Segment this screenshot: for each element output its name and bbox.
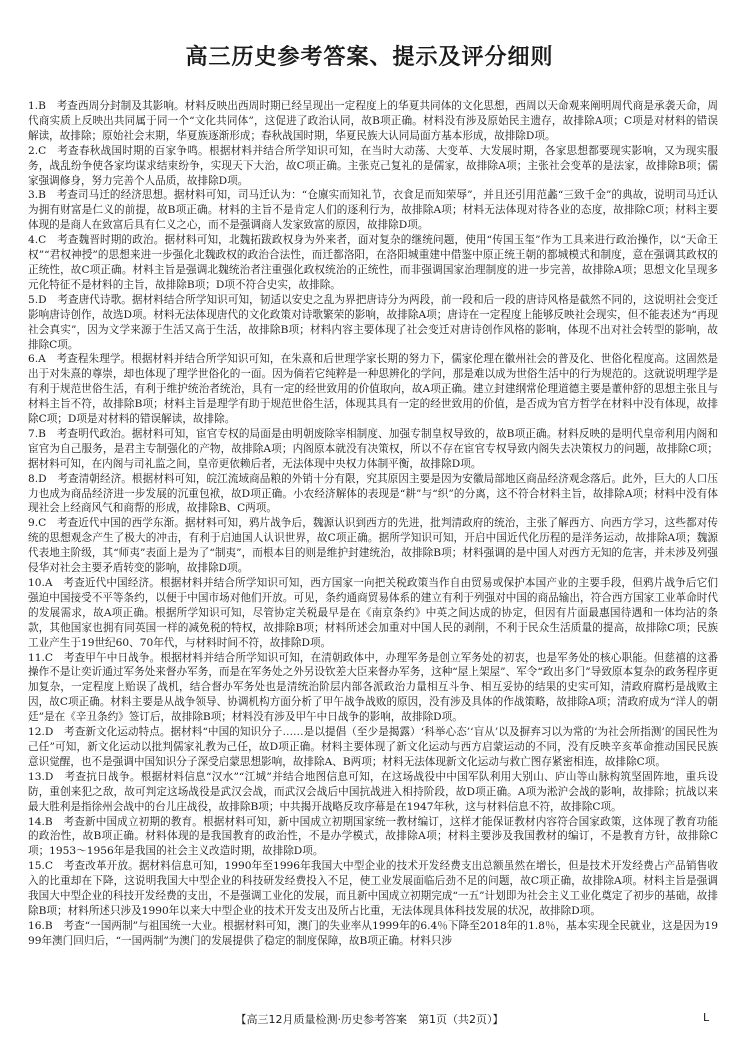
answer-item [28,651,718,726]
answer-text: D 考查抗日战争。根据材料信息“汉水”“江城”并结合地图信息可知，在这场战役中中国军队利用大别山、庐山等山脉构筑坚固阵地，重兵设防，重创来犯之敌，故可判定这场战役是武汉会战，而武汉会战后中国抗战进入相持阶段，故D项正确。A项为淞沪会战的影响，故排除；抗战以来最大胜利是指徐州会战中的台儿庄战役，故排除B项；中共揭开战略反攻序幕是在1947年秋，这与材料信息不符，故排除C项。 [28,770,718,813]
answer-item [28,516,718,576]
answer-item [28,815,718,860]
page-title: 高三历史参考答案、提示及评分细则 [185,45,554,70]
answer-item [28,770,718,815]
answer-item [28,859,718,919]
answer-text: B 考查西周分封制及其影响。材料反映出西周时期已经呈现出一定程度上的华夏共同体的文化思想，西周以天命观来阐明周代商是承袭天命，周代商实质上反映出共同属于同一个“文化共同体”，这促进了政治认同，故B项正确。材料没有涉及原始民主遗存，故排除A项；C项是对材料的错误解读，故排除；原始社会末期，华夏族逐渐形成；春秋战国时期，华夏民族大认同局面方基本形成，故排除D项。 [28,100,718,142]
answer-number: 12. [28,726,45,739]
answer-number: 1. [28,100,39,112]
answer-number: 15. [28,860,45,873]
answer-text: D 考查清朝经济。根据材料可知，皖江流域商品粮的外销十分有限，究其原因主要是因为安徽局部地区商品经济观念落后。此外，巨大的人口压力也成为商品经济进一步发展的沉重包袱，故D项正确。小农经济解体的表现是“耕”与“织”的分离，这不符合材料主旨，故排除A项；材料中没有体现社会上经商风气和商帮的形成，故排除B、C两项。 [28,472,718,515]
answer-text: D 考查新文化运动特点。据材料“中国的知识分子……是以提倡（至少是揭露）‘科举心态’‘盲从’以及摒弃习以为常的‘为社会所指测’的国民性为己任”可知，新文化运动以批判儒家礼教为己任，故D项正确。材料主要体现了新文化运动与西方启蒙运动的不同，没有反映辛亥革命推动国民民族意识觉醒，也不是强调中国知识分子深受启蒙思想影响，故排除A、B两项；材料无法体现新文化运动与救亡图存紧密相连，故排除C项。 [28,726,718,768]
answer-number: 14. [28,815,45,828]
answer-number: 2. [28,144,39,157]
answer-number: 3. [28,189,39,202]
answer-item [28,352,718,427]
answer-text: B 考查司马迁的经济思想。据材料可知，司马迁认为：“仓廪实而知礼节，衣食足而知荣辱”，并且还引用范蠡“三致千金”的典故，说明司马迁认为拥有财富是仁义的前提，故B项正确。材料的主旨不是肯定人们的逐利行为，故排除A项；材料无法体现对待各业的态度，故排除C项；材料主要体现的是商人在致富后具有仁义之心，而不是强调商人发家致富的原因，故排除D项。 [28,189,718,232]
answer-item [28,576,718,651]
answer-item [28,472,718,517]
answer-number: 13. [28,770,45,783]
answer-item [28,919,718,949]
answer-text: A 考查程朱理学。根据材料并结合所学知识可知，在朱熹和后世理学家长期的努力下，儒家伦理在徽州社会的普及化、世俗化程度高。这固然是出于对朱熹的尊崇，却也体现了理学世俗化的一面。因为倘若它纯粹是一种思辨化的学问，那是难以成为世俗生活中的行为规范的。这就说明理学是有利于规范世俗生活，有利于维护统治者统治，具有一定的经世致用的价值取向，故A项正确。建立封建纲常伦理道德主要是董仲舒的思想主张且与材料主旨不符，故排除B项；材料主旨是理学有助于规范世俗生活，体现其具有一定的经世致用的价值，是否成为官方哲学在材料中没有体现，故排除C项；D项是对材料的错误解读，故排除。 [28,353,718,426]
answer-number: 5. [28,293,39,306]
answer-number: 8. [28,472,39,485]
answer-item [28,144,718,189]
answer-text: C 考查改革开放。据材料信息可知，1990年至1996年我国大中型企业的技术开发经费支出总额虽然在增长，但是技术开发经费占产品销售收入的比重却在下降，这说明我国大中型企业的科技研发经费投入不足，使工业发展面临后劲不足的问题，故C项正确，故排除A项。材料主旨是强调我国大中型企业的科技开发经费的支出，不是强调工业化的发展，而且新中国成立初期完成“一五”计划即为社会主义工业化奠定了初步的基础，故排除B项；材料所述只涉及1990年以来大中型企业的技术开发支出及所占比重，无法体现具体科技发展的状况，故排除D项。 [28,860,718,917]
page-footer: 【高三12月质量检测·历史参考答案 第1页（共2页）】 [235,1013,504,1026]
answer-text: B 考查明代政治。据材料可知，宦官专权的局面是由明朝废除宰相制度、加强专制皇权导致的，故B项正确。材料反映的是明代皇帝利用内阁和宦官为自己服务，是君主专制强化的产物，故排除A项；内阁原本就没有决策权，所以不存在宦官专权导致内阁失去决策权力的问题，故排除C项；据材料可知，在内阁与司礼监之间，皇帝更依赖后者，无法体现中央权力体制平衡，故排除D项。 [28,427,718,470]
answer-number: 16. [28,919,45,932]
answer-text: B 考查“一国两制”与祖国统一大业。根据材料可知，澳门的失业率从1999年的6.4％下降至2018年的1.8％，基本实现全民就业，这是因为1999年澳门回归后，“一国两制”为澳门的发展提供了稳定的制度保障，故B项正确。材料只涉 [28,919,718,947]
answer-item [28,233,718,293]
answer-text: A 考查近代中国经济。根据材料并结合所学知识可知，西方国家一向把关税政策当作自由贸易或保护本国产业的主要手段，但鸦片战争后它们强迫中国接受不平等条约，以便于中国市场对他们开放。可见，条约通商贸易体系的建立有利于列强对中国的商品输出，符合西方国家工业革命时代的发展需求，故A项正确。根据所学知识可知，尽管协定关税最早是在《南京条约》中英之间达成的协定，但因有片面最惠国待遇和一体均沾的条款，其他国家也拥有同英国一样的减免税的特权，故排除B项；材料所述会加重对中国人民的剥削，不利于民众生活质量的提高，故排除C项；民族工业产生于19世纪60、70年代，与材料时间不符，故排除D项。 [28,577,718,649]
answer-text: C 考查魏晋时期的政治。据材料可知，北魏拓跋政权身为外来者，面对复杂的继统问题，使用“传国玉玺”作为工具来进行政治操作，以“天命王权”“君权神授”的思想来进一步强化北魏政权的政治合法性，而迁都洛阳，在洛阳城重建中借鉴中原正统王朝的都城模式和制度，意在强调其政权的正统性，故C项正确。材料主旨是强调北魏统治者注重强化政权统治的正统性，而非强调国家治理制度的进一步完善，故排除A项；思想文化呈现多元化特征不是材料的主旨，故排除B项；D项不符合史实，故排除。 [28,234,718,291]
answer-item [28,427,718,472]
answer-number: 11. [28,651,45,664]
answer-text: B 考查新中国成立初期的教育。根据材料可知，新中国成立初期国家统一教材编订，这样才能保证教材内容符合国家政策，这体现了教育功能的政治性，故B项正确。材料体现的是我国教育的政治性，不是办学模式，故排除A项；材料主要涉及我国教材的编订，不是教育方针，故排除C项；1953～1956年是我国的社会主义改造时期，故排除D项。 [28,815,718,858]
answer-number: 9. [28,517,39,530]
answer-number: 7. [28,427,39,440]
answer-text: C 考查甲午中日战争。根据材料并结合所学知识可知，在清朝政体中，办理军务是创立军务处的初衷，也是军务处的核心职能。但慈禧的这番操作不是让奕䜣通过军务处来督办军务，而是在军务处之外另设钦差大臣来督办军务，这种“屋上架屋”、军令“政出多门”导致原本复杂的政务程序更加复杂，一定程度上贻误了战机，结合督办军务处也是清统治阶层内部各派政治力量相互斗争、相互妥协的结果的史实可知，清政府腐朽是战败主因，故C项正确。材料主要是从战争领导、协调机构方面分析了甲午战争战败的原因，没有涉及具体的作战策略，故排除A项；清政府成为“洋人的朝廷”是在《辛丑条约》签订后，故排除B项；材料没有涉及甲午中日战争的影响，故排除D项。 [28,651,718,724]
answer-number: 10. [28,577,45,589]
answer-number: 4. [28,234,39,247]
answer-text: C 考查近代中国的西学东渐。据材料可知，鸦片战争后，魏源认识到西方的先进，批判清政府的统治，主张了解西方、向西方学习，这些都对传统的思想观念产生了极大的冲击，有利于启迪国人认识世界，故C项正确。据所学知识可知，开启中国近代化历程的是洋务运动，故排除A项；魏源代表地主阶级，其“师夷”表面上是为了“制夷”，而根本目的则是维护封建统治，故排除B项；材料强调的是中国人对西方无知的危害，并未涉及列强侵华对社会主要矛盾转变的影响，故排除D项。 [28,517,718,575]
answer-list [28,99,718,949]
answer-item [28,99,718,144]
answer-text: C 考查春秋战国时期的百家争鸣。根据材料并结合所学知识可知，在当时大动荡、大变革、大发展时期，各家思想都要现实影响，又为现实服务，战乱纷争使各家均谋求结束纷争，实现天下大治，故C项正确。主张克己复礼的是儒家，故排除A项；主张社会变革的是法家，故排除B项；儒家强调修身，努力完善个人品质，故排除D项。 [28,144,718,187]
answer-item [28,725,718,770]
answer-number: 6. [28,353,39,366]
footer-code: L [703,1011,710,1024]
answer-item [28,293,718,353]
answer-text: D 考查唐代诗歌。据材料结合所学知识可知，韧适以安史之乱为界把唐诗分为两段，前一段和后一段的唐诗风格是截然不同的，这说明社会变迁影响唐诗创作，故选D项。材料无法体现唐代的文化政策对诗歌繁荣的影响，故排除A项；唐诗在一定程度上能够反映社会现实，但不能表述为“再现社会真实”，因为文学来源于生活又高于生活，故排除B项；材料内容主要体现了社会变迁对唐诗创作风格的影响，体现不出对社会转型的影响，故排除C项。 [28,293,718,351]
answer-item [28,188,718,233]
